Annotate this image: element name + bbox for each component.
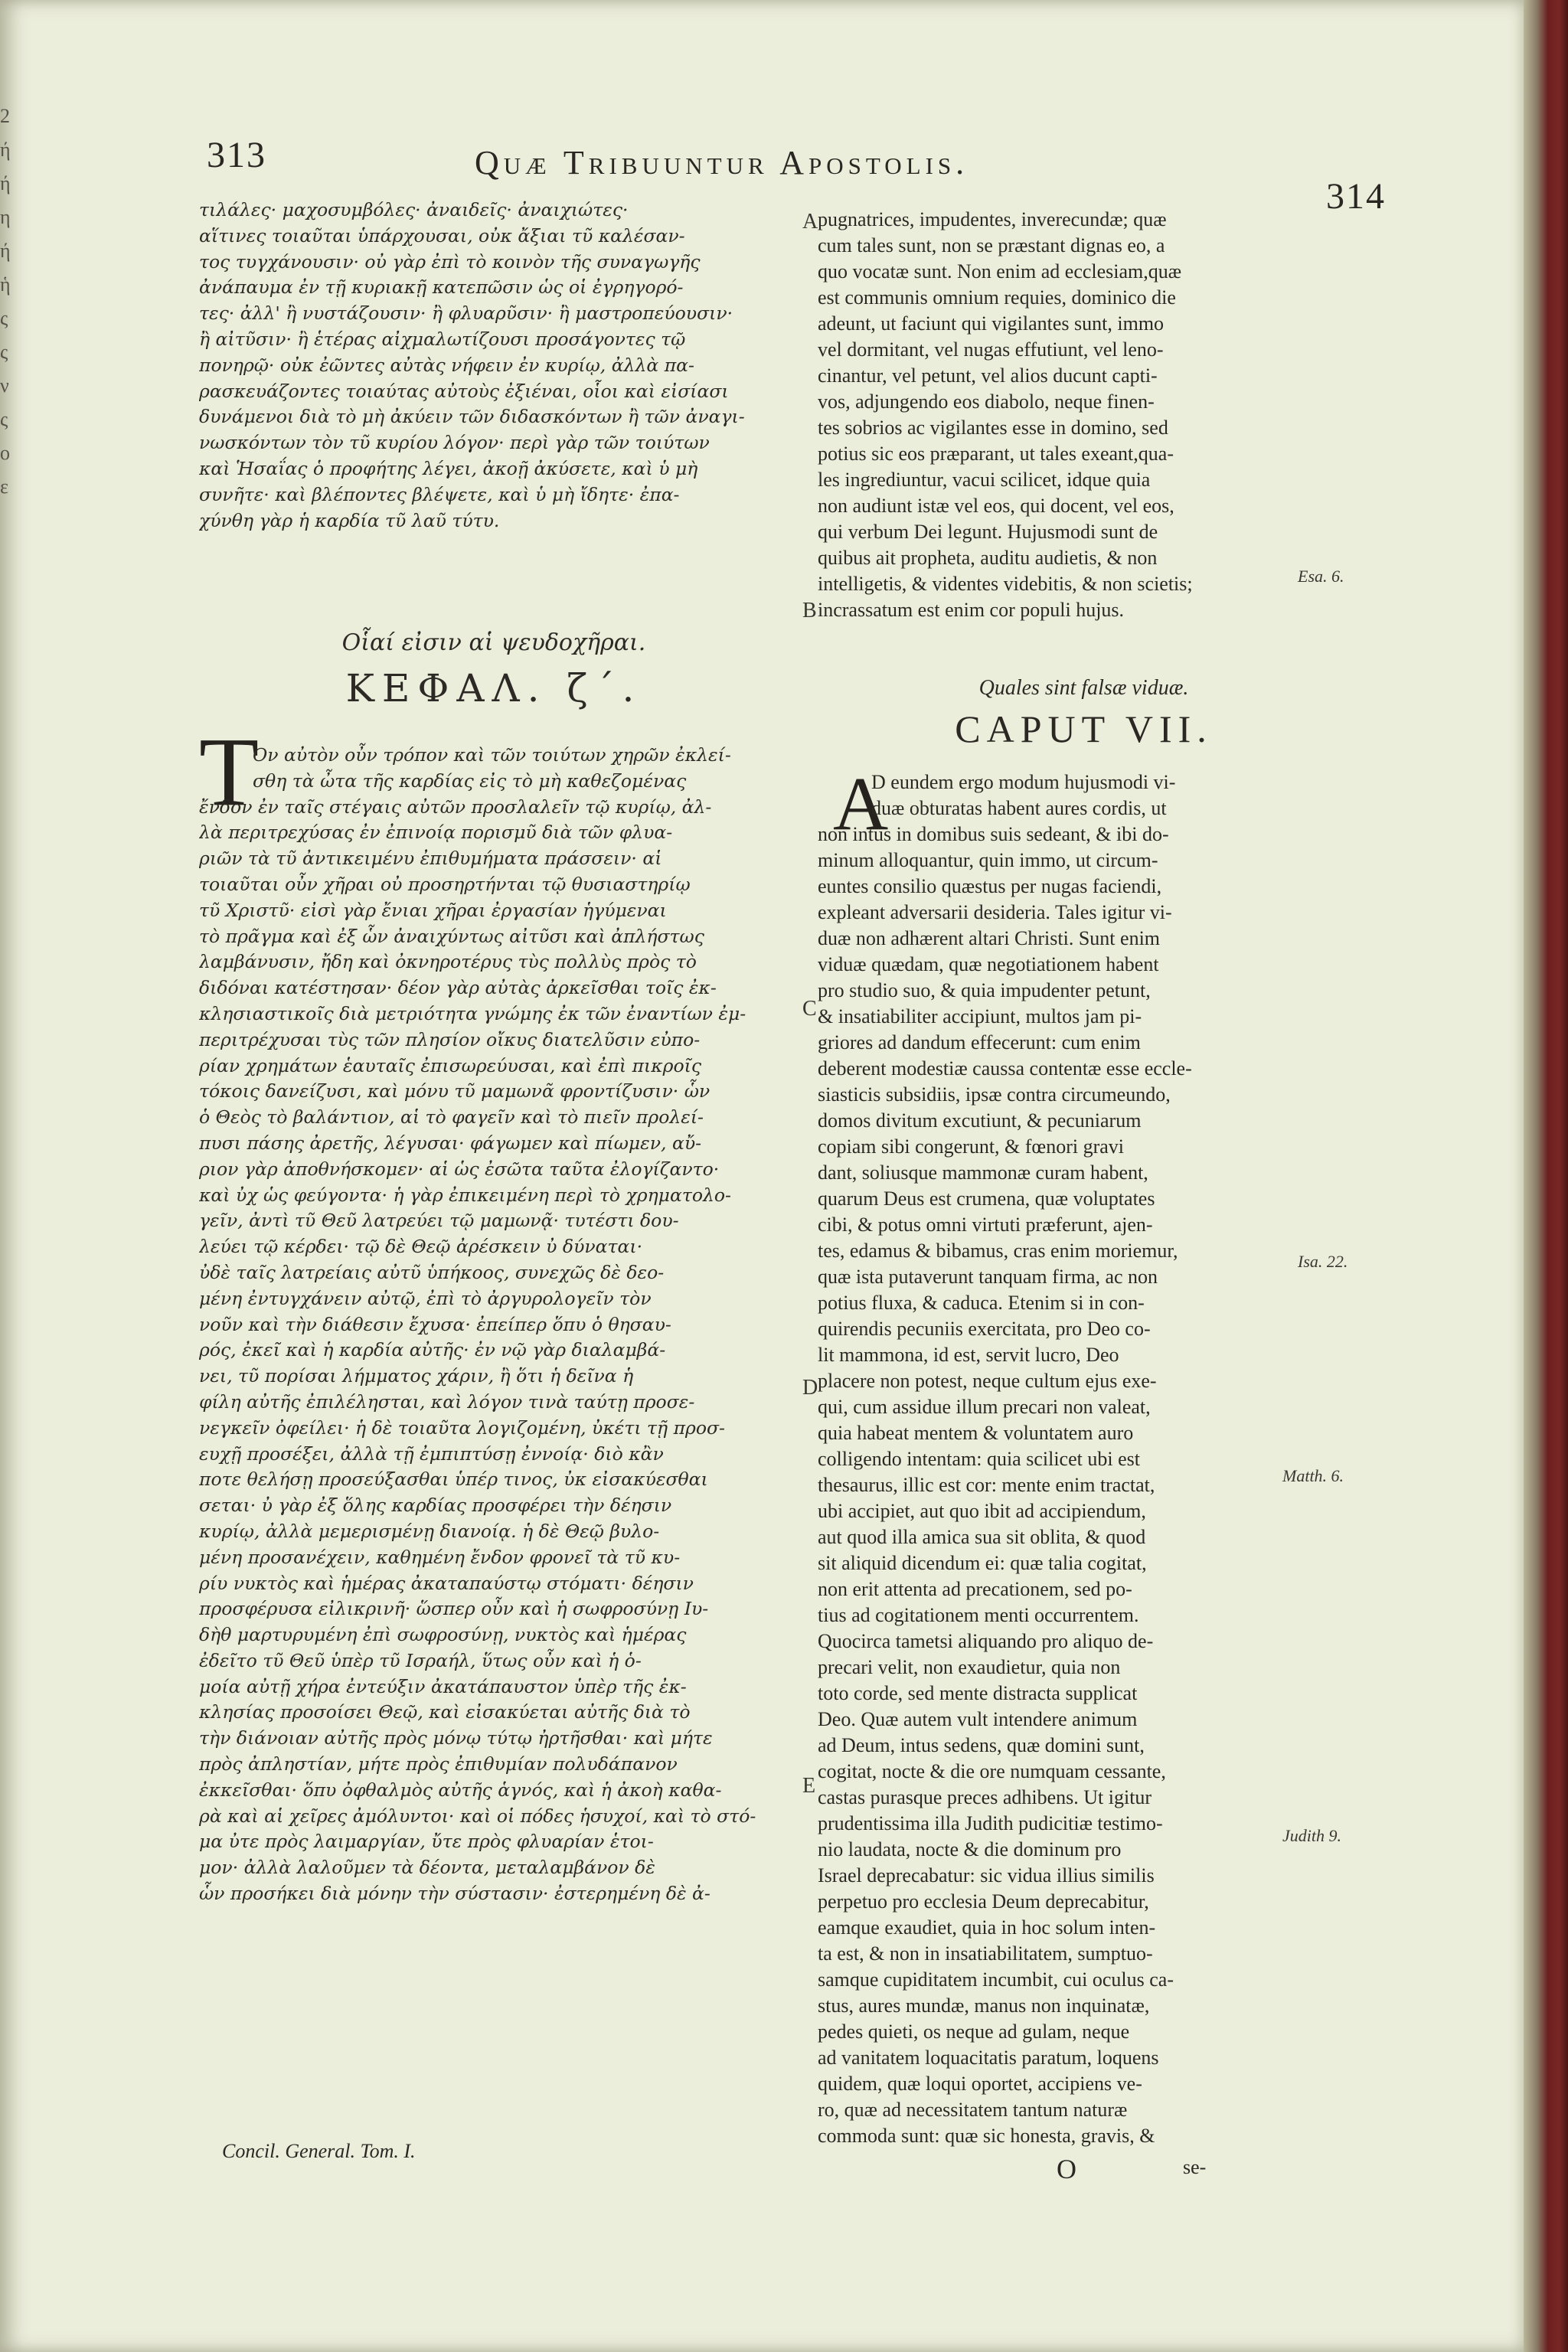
text-line: τὸ πρᾶγμα καὶ ἐξ ὧν ἀναιχύντως αἰτῦσι καὶ ἀπλήστως (199, 925, 704, 947)
text-line: χύνθη γὰρ ἡ καρδία τῦ λαῦ τύτυ. (199, 509, 500, 531)
text-line: νοῦν καὶ τὴν διάθεσιν ἔχυσα· ἐπείπερ ὅπυ ὁ θησαυ- (199, 1313, 671, 1335)
text-line: ποτε θελήσῃ προσεύξασθαι ὑπέρ τινος, ὐκ εἰσακύεσθαι (199, 1468, 708, 1491)
text-line: ad Deum, intus sedens, quæ domini sunt, (818, 1734, 1145, 1756)
text-line: potius fluxa, & caduca. Etenim si in con- (818, 1292, 1145, 1314)
greek-chapter-heading: ΚΕΦΑΛ. ζ΄. (345, 666, 642, 710)
margin-glyph: ς (0, 307, 8, 329)
signature-mark: O (1057, 2154, 1076, 2184)
right-page-number: 314 (1326, 176, 1386, 217)
text-line: ριον γὰρ ἀποθνήσκομεν· αἱ ὡς ἐσῶτα ταῦτα ἐλογίζαντο· (199, 1158, 720, 1180)
text-line: domos divitum excutiunt, & pecuniarum (818, 1109, 1142, 1132)
text-line: expleant adversarii desideria. Tales igitur vi- (818, 901, 1172, 923)
margin-glyph: ο (0, 442, 10, 464)
text-line: toto corde, sed mente distracta supplicat (818, 1682, 1138, 1704)
text-line: ὧν προσήκει διὰ μόνην τὴν σύστασιν· ἐστερημένη δὲ ἀ- (199, 1883, 710, 1905)
text-line: τοιαῦται οὖν χῆραι οὐ προσηρτήνται τῷ θυσιαστηρίῳ (199, 873, 691, 895)
text-line: pro studio suo, & quia impudenter petunt, (818, 979, 1151, 1001)
margin-glyph: ή (0, 240, 11, 262)
margin-glyph: ε (0, 475, 8, 498)
text-line: perpetuo pro ecclesia Deum deprecabitur, (818, 1890, 1149, 1913)
text-line: πυσι πάσης ἀρετῆς, λέγυσαι· φάγωμεν καὶ πίωμεν, αὔ- (199, 1132, 702, 1154)
text-line: σεται· ὐ γὰρ ἐξ ὅλης καρδίας προσφέρει τὴν δέησιν (199, 1494, 672, 1517)
text-line: non intus in domibus suis sedeant, & ibi do- (818, 823, 1169, 845)
text-line: μένη προσανέχειν, καθημένη ἔνδον φρονεῖ τὰ τῦ κυ- (199, 1546, 681, 1568)
text-line: σθη τὰ ὦτα τῆς καρδίας εἰς τὸ μὴ καθεζομένας (253, 769, 687, 792)
text-line: καὶ Ἡσαΐας ὁ προφήτης λέγει, ἀκοῇ ἀκύσετε, καὶ ὑ μὴ (199, 457, 698, 479)
text-line: ριῶν τὰ τῦ ἀντικειμένυ ἐπιθυμήματα πράσσειν· αἱ (199, 848, 662, 870)
text-line: ἀνάπαυμα ἐν τῇ κυριακῇ κατεπῶσιν ὡς οἱ ἐγρηγορό- (199, 276, 684, 299)
text-line: commoda sunt: quæ sic honesta, gravis, & (818, 2125, 1155, 2147)
text-line: colligendo intentam: quia scilicet ubi est (818, 1448, 1140, 1470)
text-line: quia habeat mentem & voluntatem auro (818, 1422, 1134, 1444)
catchword: se- (1183, 2156, 1207, 2178)
text-line: castas purasque preces adhibens. Ut igitur (818, 1786, 1152, 1808)
text-line: πονηρῷ· οὐκ ἐῶντες αὐτὰς νήφειν ἐν κυρίῳ, ἀλλὰ πα- (199, 354, 694, 376)
text-line: D eundem ergo modum hujusmodi vi- (871, 771, 1176, 793)
text-line: δυνάμενοι διὰ τὸ μὴ ἀκύειν τῶν διδασκόντων ἢ τῶν ἀναγι- (199, 406, 745, 428)
text-line: φίλη αὐτῆς ἐπιλέλησται, καὶ λόγον τινὰ ταύτῃ προσε- (199, 1390, 695, 1413)
text-line: πρὸς ἀπληστίαν, μήτε πρὸς ἐπιθυμίαν πολυδάπανον (199, 1753, 678, 1775)
text-line: ubi accipiet, aut quo ibit ad accipiendum, (818, 1500, 1146, 1522)
text-line: νει, τῦ πορίσαι λήμματος χάριν, ἢ ὅτι ἡ δεῖνα ἡ (199, 1365, 634, 1387)
margin-glyph: ς (0, 341, 8, 363)
text-line: λαμβάνυσιν, ἤδη καὶ ὀκνηροτέρυς τὺς πολλὺς πρὸς τὸ (199, 951, 697, 973)
greek-drop-cap: Τ (199, 717, 260, 826)
text-line: cum tales sunt, non se præstant dignas eo, a (818, 234, 1165, 256)
text-line: τες· ἀλλ' ἢ νυστάζουσιν· ἢ φλυαρῦσιν· ἢ μαστροπεύουσιν· (199, 302, 733, 325)
text-line: non erit attenta ad precationem, sed po- (818, 1578, 1132, 1600)
text-line: Quocirca tametsi aliquando pro aliquo de- (818, 1630, 1154, 1652)
text-line: samque cupiditatem incumbit, cui oculus ca- (818, 1968, 1174, 1991)
latin-text-main (818, 769, 1350, 2149)
margin-glyph: 2 (0, 105, 10, 127)
text-line: ἔνδον ἐν ταῖς στέγαις αὐτῶν προσλαλεῖν τῷ κυρίῳ, ἀλ- (199, 795, 712, 818)
margin-glyph: ή (0, 139, 11, 161)
text-line: intelligetis, & videntes videbitis, & non scietis; (818, 573, 1193, 595)
text-line: Ον αὐτὸν οὖν τρόπον καὶ τῶν τοιύτων χηρῶν ἐκλεί- (253, 744, 731, 766)
text-line: Israel deprecabatur: sic vidua illius similis (818, 1864, 1155, 1886)
text-line: cinantur, vel petunt, vel alios ducunt capti- (818, 364, 1158, 387)
marginal-note: Judith 9. (1282, 1826, 1341, 1845)
text-line: euntes consilio quæstus per nugas faciendi, (818, 875, 1162, 897)
text-line: ρός, ἐκεῖ καὶ ἡ καρδία αὐτῆς· ἐν νῷ γὰρ διαλαμβά- (199, 1339, 666, 1361)
text-line: Deo. Quæ autem vult intendere animum (818, 1708, 1138, 1730)
text-line: λὰ περιτρεχύσας ἐν ἐπινοίᾳ πορισμῦ διὰ τῶν φλυα- (199, 822, 673, 844)
text-line: ro, quæ ad necessitatem tantum naturæ (818, 2099, 1128, 2121)
text-line: κυρίῳ, ἀλλὰ μεμερισμένῃ διανοίᾳ. ἡ δὲ Θεῷ βυλο- (199, 1520, 660, 1542)
text-line: pugnatrices, impudentes, inverecundæ; quæ (818, 208, 1167, 230)
text-line: ta est, & non in insatiabilitatem, sumptuo- (818, 1942, 1153, 1965)
text-line: precari velit, non exaudietur, quia non (818, 1656, 1121, 1678)
book-binding-edge (1524, 0, 1568, 2352)
text-line: νωσκόντων τὸν τῦ κυρίου λόγον· περὶ γὰρ τῶν τοιύτων (199, 432, 710, 454)
text-line: lit mammona, id est, servit lucro, Deo (818, 1344, 1119, 1366)
text-line: viduæ quædam, quæ negotiationem habent (818, 953, 1159, 975)
text-line: minum alloquantur, quin immo, ut circum- (818, 849, 1158, 871)
previous-page-margin (0, 100, 17, 504)
text-line: incrassatum est enim cor populi hujus. (818, 599, 1125, 621)
latin-drop-cap: A (833, 761, 889, 846)
text-line: κλησιαστικοῖς διὰ μετριότητα γνώμης ἐκ τῶν ἐναντίων ἐμ- (199, 1002, 746, 1024)
text-line: nio laudata, nocte & die dominum pro (818, 1838, 1122, 1860)
text-line: ἐκκεῖσθαι· ὅπυ ὀφθαλμὸς αὐτῆς ἁγνός, καὶ ἡ ἀκοὴ καθα- (199, 1779, 722, 1801)
text-line: ρασκευάζοντες τοιαύτας αὐτοὺς ἐξιέναι, οἷοι καὶ εἰσίασι (199, 380, 729, 402)
text-line: thesaurus, illic est cor: mente enim tractat, (818, 1474, 1155, 1496)
text-line: quæ ista putaverunt tanquam firma, ac non (818, 1266, 1158, 1288)
text-line: ad vanitatem loquacitatis paratum, loquens (818, 2047, 1159, 2069)
margin-glyph: ν (0, 374, 9, 397)
text-line: quirendis pecuniis exercitata, pro Deo co- (818, 1318, 1151, 1340)
text-line: διδόναι κατέστησαν· δέον γὰρ αὐτὰς ἀρκεῖσθαι τοῖς ἐκ- (199, 977, 717, 999)
text-line: τῦ Χριστῦ· εἰσὶ γὰρ ἔνιαι χῆραι ἐργασίαν ἡγύμεναι (199, 899, 667, 921)
text-line: adeunt, ut faciunt qui vigilantes sunt, immo (818, 312, 1165, 335)
text-line: ρίαν χρημάτων ἑαυταῖς ἐπισωρεύυσαι, καὶ ἐπὶ πικροῖς (199, 1054, 701, 1076)
margin-glyph: η (0, 206, 11, 228)
text-line: αἵτινες τοιαῦται ὑπάρχουσαι, οὐκ ἄξιαι τῦ καλέσαν- (199, 224, 685, 247)
text-line: pedes quieti, os neque ad gulam, neque (818, 2020, 1130, 2043)
text-line: est communis omnium requies, dominico die (818, 286, 1176, 309)
text-line: tes, edamus & bibamus, cras enim moriemur, (818, 1240, 1178, 1262)
text-line: duæ obturatas habent aures cordis, ut (871, 797, 1167, 819)
text-line: ἢ αἰτῦσιν· ἢ ἑτέρας αἰχμαλωτίζουσι προσάγοντες τῷ (199, 328, 686, 350)
text-line: περιτρέχυσαι τὺς τῶν πλησίον οἴκυς διατελῦσιν εὐπο- (199, 1028, 701, 1050)
text-line: ἐδεῖτο τῦ Θεῦ ὑπὲρ τῦ Ισραήλ, ὕτως οὖν καὶ ἡ ὁ- (199, 1649, 642, 1671)
latin-section-subtitle: Quales sint falsæ viduæ. (978, 676, 1189, 700)
greek-text-top (199, 198, 789, 534)
text-line: ρίυ νυκτὸς καὶ ἡμέρας ἀκαταπαύστῳ στόματι· δέησιν (199, 1572, 694, 1594)
text-line: placere non potest, neque cultum ejus exe- (818, 1370, 1157, 1392)
text-line: quibus ait propheta, auditu audietis, & non (818, 547, 1158, 569)
section-letter: E (802, 1774, 816, 1798)
text-line: prudentissima illa Judith pudicitiæ testimo- (818, 1812, 1163, 1834)
text-line: ὁ Θεὸς τὸ βαλάντιον, αἱ τὸ φαγεῖν καὶ τὸ πιεῖν προλεί- (199, 1106, 704, 1129)
text-line: potius sic eos præparant, ut tales exeant,qua- (818, 443, 1174, 465)
text-line: vos, adjungendo eos diabolo, neque finen- (818, 390, 1155, 413)
text-line: τος τυγχάνουσιν· οὐ γὰρ ἐπὶ τὸ κοινὸν τῆς συναγωγῆς (199, 250, 701, 273)
text-line: καὶ ὐχ ὡς φεύγοντα· ἡ γὰρ ἐπικειμένη περὶ τὸ χρηματολο- (199, 1184, 731, 1206)
greek-text-main (199, 743, 789, 1907)
text-line: νεγκεῖν ὀφείλει· ἡ δὲ τοιαῦτα λογιζομένη, ὐκέτι τῇ προσ- (199, 1416, 725, 1439)
text-line: τιλάλες· μαχοσυμβόλες· ἀναιδεῖς· ἀναιχιώτες· (199, 199, 629, 220)
text-line: duæ non adhærent altari Christi. Sunt enim (818, 927, 1161, 949)
left-page-number: 313 (207, 135, 266, 175)
section-letter: B (802, 599, 817, 622)
margin-glyph: ἡ (0, 273, 11, 296)
text-line: quidem, quæ loqui oportet, accipiens ve- (818, 2073, 1142, 2095)
text-line: ρὰ καὶ αἱ χεῖρες ἀμόλυντοι· καὶ οἱ πόδες ἡσυχοί, καὶ τὸ στό- (199, 1805, 756, 1827)
text-line: συνῆτε· καὶ βλέποντες βλέψετε, καὶ ὑ μὴ ἴδητε· ἐπα- (199, 483, 680, 505)
text-line: dant, soliusque mammonæ curam habent, (818, 1161, 1148, 1184)
latin-chapter-heading: CAPUT VII. (955, 707, 1213, 750)
text-line: griores ad dandum effecerunt: cum enim (818, 1031, 1141, 1054)
text-line: qui, cum assidue illum precari non valeat, (818, 1396, 1151, 1418)
running-title: Quæ Tribuuntur Apostolis. (475, 144, 969, 181)
section-letter: A (802, 210, 818, 234)
text-line: λεύει τῷ κέρδει· τῷ δὲ Θεῷ ἀρέσκειν ὐ δύναται· (199, 1236, 643, 1258)
text-line: tes sobrios ac vigilantes esse in domino, sed (818, 416, 1168, 439)
text-line: μα ὐτε πρὸς λαιμαργίαν, ὔτε πρὸς φλυαρίαν ἑτοι- (199, 1831, 654, 1853)
text-line: δὴθ μαρτυρυμένη ἐπὶ σωφροσύνῃ, νυκτὸς καὶ ἡμέρας (199, 1624, 687, 1646)
text-line: les ingrediuntur, vacui scilicet, idque quia (818, 469, 1151, 491)
text-line: cogitat, nocte & die ore numquam cessante, (818, 1760, 1166, 1782)
text-line: qui verbum Dei legunt. Hujusmodi sunt de (818, 521, 1158, 543)
text-line: sit aliquid dicendum ei: quæ talia cogitat, (818, 1552, 1147, 1574)
text-line: stus, aures mundæ, manus non inquinatæ, (818, 1994, 1150, 2017)
text-line: προσφέρυσα εἰλικρινῆ· ὥσπερ οὖν καὶ ἡ σωφροσύνῃ Ιυ- (199, 1598, 709, 1620)
text-line: copiam sibi congerunt, & fœnori gravi (818, 1135, 1125, 1158)
marginal-note: Matth. 6. (1282, 1466, 1344, 1485)
text-line: cibi, & potus omni virtuti præferunt, ajen- (818, 1214, 1153, 1236)
margin-glyph: ή (0, 172, 11, 194)
marginal-note: Isa. 22. (1298, 1252, 1348, 1271)
text-line: vel dormitant, vel nugas effutiunt, vel leno- (818, 338, 1164, 361)
text-line: aut quod illa amica sua sit oblita, & quod (818, 1526, 1146, 1548)
text-line: μοία αὐτῇ χήρα ἐντεύξιν ἀκατάπαυστον ὑπὲρ τῆς ἐκ- (199, 1675, 687, 1697)
latin-text-top (818, 207, 1350, 623)
text-line: μένη ἐντυγχάνειν αὐτῷ, ἐπὶ τὸ ἀργυρολογεῖν τὸν (199, 1287, 652, 1309)
footer-imprint: Concil. General. Tom. I. (222, 2140, 416, 2162)
marginal-note: Esa. 6. (1298, 567, 1344, 586)
text-line: siasticis subsidiis, ipsæ contra circumeundo, (818, 1083, 1171, 1106)
section-letter: C (802, 997, 817, 1021)
text-line: quarum Deus est crumena, quæ voluptates (818, 1187, 1155, 1210)
text-line: eamque exaudiet, quia in hoc solum inten- (818, 1916, 1156, 1939)
greek-section-subtitle: Οἷαί εἰσιν αἱ ψευδοχῆραι. (341, 629, 646, 656)
text-line: μον· ἀλλὰ λαλοῦμεν τὰ δέοντα, μεταλαμβάνον δὲ (199, 1857, 655, 1879)
text-line: γεῖν, ἀντὶ τῦ Θεῦ λατρεύει τῷ μαμωνᾷ· τυτέστι δου- (199, 1210, 679, 1232)
text-line: ευχῇ προσέξει, ἀλλὰ τῇ ἐμπιπτύσῃ ἐννοίᾳ· διὸ κἂν (199, 1442, 664, 1465)
text-line: κλησίας προσοίσει Θεῷ, καὶ εἰσακύεται αὐτῆς διὰ τὸ (199, 1701, 691, 1723)
text-line: tius ad cogitationem menti occurrentem. (818, 1604, 1139, 1626)
text-line: τὴν διάνοιαν αὐτῆς πρὸς μόνῳ τύτῳ ἠρτῆσθαι· καὶ μήτε (199, 1727, 713, 1749)
text-line: τόκοις δανείζυσι, καὶ μόνυ τῦ μαμωνᾶ φροντίζυσιν· ὧν (199, 1080, 710, 1102)
text-line: deberent modestiæ caussa contentæ esse eccle- (818, 1057, 1192, 1080)
text-line: ὐδὲ ταῖς λατρείαις αὐτῦ ὑπήκοος, συνεχῶς δὲ δεο- (199, 1261, 665, 1283)
text-line: non audiunt istæ vel eos, qui docent, vel eos, (818, 495, 1174, 517)
margin-glyph: ς (0, 408, 8, 430)
text-line: quo vocatæ sunt. Non enim ad ecclesiam,quæ (818, 260, 1182, 283)
text-line: & insatiabiliter accipiunt, multos jam pi- (818, 1005, 1142, 1027)
section-letter: D (802, 1376, 818, 1400)
